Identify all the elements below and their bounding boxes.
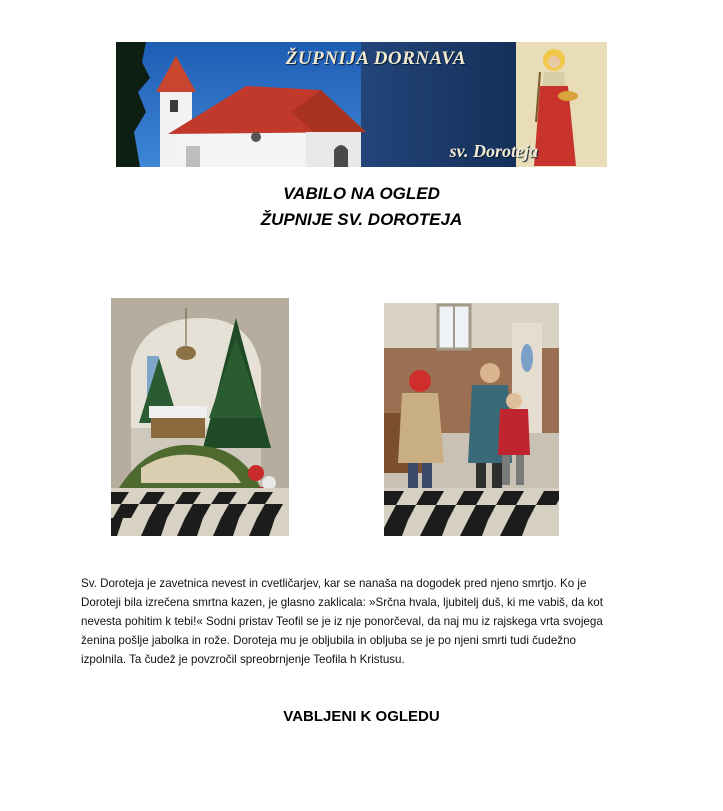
body-line: nevesta pohitim k tebi!« Sodni pristav Teofil se je iz nje ponorčeval, da naj mu iz rajskega vrta svojega [81, 615, 603, 628]
body-line: ženina pošlje jabolka in rože. Doroteja mu je obljubila in obljuba se je po njeni smrti tudi čudežno [81, 634, 576, 647]
banner-saint-name: sv. Doroteja [449, 141, 538, 161]
closing-invitation: VABLJENI K OGLEDU [283, 708, 440, 725]
page-title-line2: ŽUPNIJE SV. DOROTEJA [260, 210, 463, 229]
page-title-line1: VABILO NA OGLED [283, 184, 440, 203]
photo-church-interior [111, 298, 289, 536]
body-paragraph [81, 574, 641, 669]
banner-title: ŽUPNIJA DORNAVA [285, 48, 467, 69]
photo-visitors [384, 303, 559, 536]
body-line: Doroteji bila izrečena smrtna kazen, je glasno zaklicala: »Srčna hvala, ljubitelj duš, ki me vabiš, da kot [81, 596, 603, 609]
body-line: izpolnila. Ta čudež je povzročil spreobrnjenje Teofila h Kristusu. [81, 653, 405, 666]
body-line: Sv. Doroteja je zavetnica nevest in cvetličarjev, kar se nanaša na dogodek pred njeno smrtjo. Ko je [81, 577, 587, 590]
header-banner [116, 42, 607, 167]
